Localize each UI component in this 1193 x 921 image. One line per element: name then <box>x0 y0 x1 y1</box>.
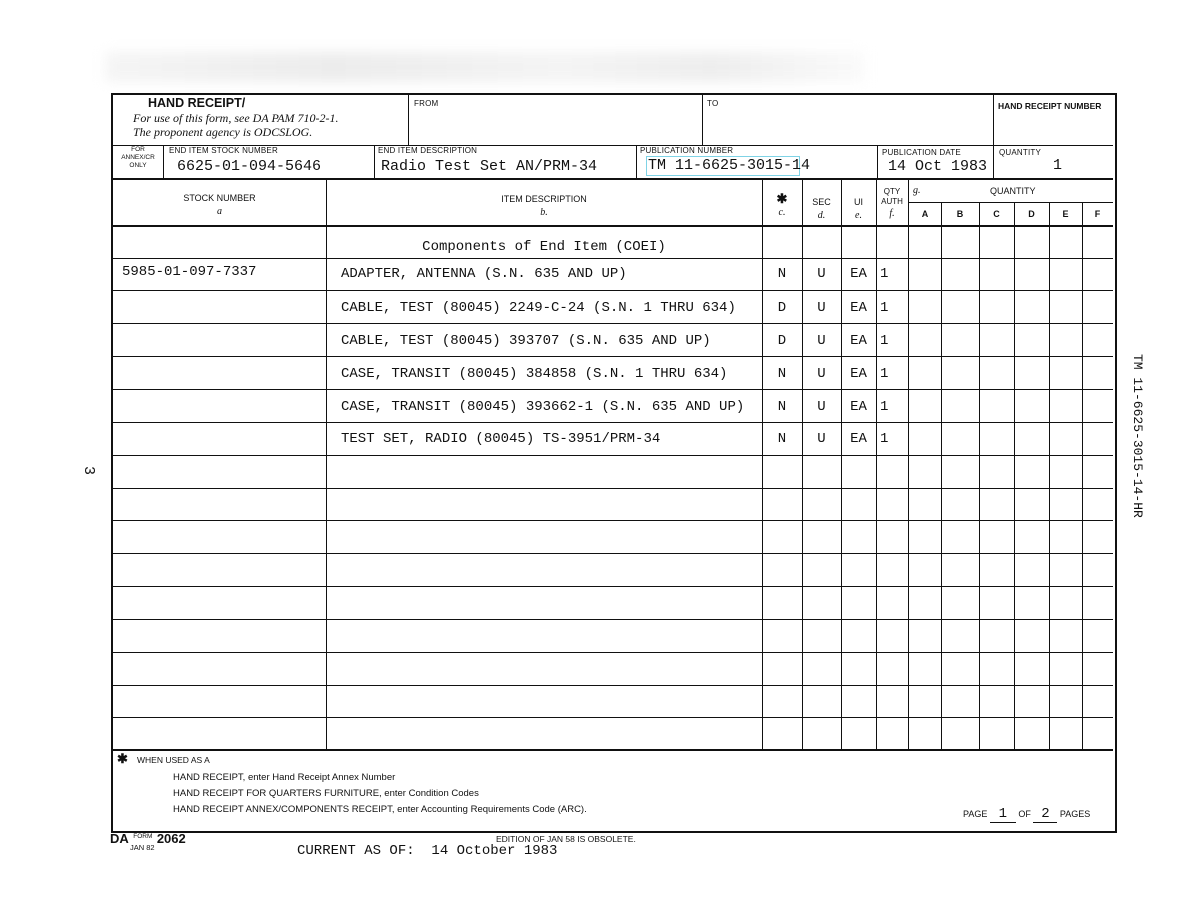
col-sub-f: F <box>1094 209 1101 219</box>
row-code-sec: U <box>817 366 826 382</box>
row-qty-auth: 1 <box>880 300 889 316</box>
row-code-c: D <box>777 333 787 349</box>
scan-smudge <box>105 52 865 82</box>
col-sub-a: A <box>921 209 929 219</box>
row-code-sec: U <box>817 431 826 447</box>
hand-receipt-number-field[interactable] <box>996 113 1110 143</box>
form-title: HAND RECEIPT/ <box>148 96 246 110</box>
col-item-description-header: ITEM DESCRIPTION b. <box>501 194 587 218</box>
col-sub-b: B <box>956 209 964 219</box>
row-code-c: N <box>777 431 787 447</box>
edition-note: EDITION OF JAN 58 IS OBSOLETE. <box>496 834 636 844</box>
row-code-sec: U <box>817 333 826 349</box>
row-qty-auth: 1 <box>880 266 889 282</box>
row-qty-auth: 1 <box>880 431 889 447</box>
col-ui-header: UI e. <box>854 197 863 221</box>
quantity-value[interactable]: 1 <box>1053 157 1063 174</box>
row-stock-number: 5985-01-097-7337 <box>122 264 257 280</box>
left-page-number: 3 <box>80 465 98 476</box>
section-heading: Components of End Item (COEI) <box>422 239 666 255</box>
row-unit-of-issue: EA <box>850 366 867 382</box>
form-designation: DA $^{FORM}$ 2062 <box>110 831 186 846</box>
row-code-sec: U <box>817 399 826 415</box>
row-item-description: CASE, TRANSIT (80045) 393662-1 (S.N. 635 AND UP) <box>341 399 745 415</box>
row-code-c: N <box>777 399 787 415</box>
for-annex-label: FOR ANNEX/CR ONLY <box>121 146 155 169</box>
form-date: JAN 82 <box>130 843 155 852</box>
row-item-description: TEST SET, RADIO (80045) TS-3951/PRM-34 <box>341 431 661 447</box>
col-g-letter: g. <box>913 185 921 196</box>
footer-star: ✱ <box>117 751 128 766</box>
row-qty-auth: 1 <box>880 399 889 415</box>
col-sub-e: E <box>1062 209 1069 219</box>
row-code-sec: U <box>817 300 826 316</box>
page-indicator: PAGE 1 OF 2 PAGES <box>963 806 1091 822</box>
current-as-of: CURRENT AS OF: 14 October 1983 <box>297 843 558 859</box>
col-quantity-header: QUANTITY <box>990 186 1036 196</box>
row-qty-auth: 1 <box>880 333 889 349</box>
row-code-sec: U <box>817 266 826 282</box>
row-unit-of-issue: EA <box>850 266 867 282</box>
row-unit-of-issue: EA <box>850 399 867 415</box>
use-note: For use of this form, see DA PAM 710-2-1. The proponent agency is ODCSLOG. <box>133 111 339 139</box>
row-code-c: D <box>777 300 787 316</box>
to-field[interactable] <box>705 110 989 143</box>
row-code-c: N <box>777 266 787 282</box>
publication-number-value[interactable]: TM 11-6625-3015-14 <box>648 157 811 174</box>
row-unit-of-issue: EA <box>850 333 867 349</box>
col-star-header: ✱ c. <box>776 191 788 218</box>
quantity-label: QUANTITY <box>999 148 1042 157</box>
row-unit-of-issue: EA <box>850 431 867 447</box>
publication-number-label: PUBLICATION NUMBER <box>640 146 734 155</box>
col-stock-number-header: STOCK NUMBER a <box>183 193 256 217</box>
footer-when-used: WHEN USED AS A <box>137 755 210 765</box>
row-item-description: CABLE, TEST (80045) 393707 (S.N. 635 AND UP) <box>341 333 711 349</box>
row-code-c: N <box>777 366 787 382</box>
col-sub-c: C <box>993 209 1000 219</box>
col-sec-header: SEC d. <box>812 197 831 221</box>
publication-date-value[interactable]: 14 Oct 1983 <box>888 158 988 175</box>
row-item-description: CABLE, TEST (80045) 2249-C-24 (S.N. 1 THRU 634) <box>341 300 736 316</box>
col-sub-d: D <box>1028 209 1035 219</box>
to-label: TO <box>707 99 719 108</box>
side-document-id: TM 11-6625-3015-14-HR <box>1130 354 1145 518</box>
row-item-description: ADAPTER, ANTENNA (S.N. 635 AND UP) <box>341 266 627 282</box>
from-field[interactable] <box>412 110 698 143</box>
end-item-stock-value[interactable]: 6625-01-094-5646 <box>177 158 322 175</box>
hand-receipt-number-label: HAND RECEIPT NUMBER <box>998 101 1102 111</box>
col-qty-auth-header: QTY AUTH f. <box>881 187 903 219</box>
publication-date-label: PUBLICATION DATE <box>882 148 961 157</box>
row-item-description: CASE, TRANSIT (80045) 384858 (S.N. 1 THRU 634) <box>341 366 728 382</box>
row-unit-of-issue: EA <box>850 300 867 316</box>
row-qty-auth: 1 <box>880 366 889 382</box>
footer-instructions: HAND RECEIPT, enter Hand Receipt Annex Number HAND RECEIPT FOR QUARTERS FURNITURE, enter Condition Codes HAND RECEIPT ANNEX/COMPONENTS RECEIPT, enter Accounting Requirements Code (ARC). <box>173 772 587 815</box>
from-label: FROM <box>414 99 439 108</box>
end-item-description-label: END ITEM DESCRIPTION <box>378 146 478 155</box>
end-item-description-value[interactable]: Radio Test Set AN/PRM-34 <box>381 158 598 175</box>
end-item-stock-label: END ITEM STOCK NUMBER <box>169 146 278 155</box>
